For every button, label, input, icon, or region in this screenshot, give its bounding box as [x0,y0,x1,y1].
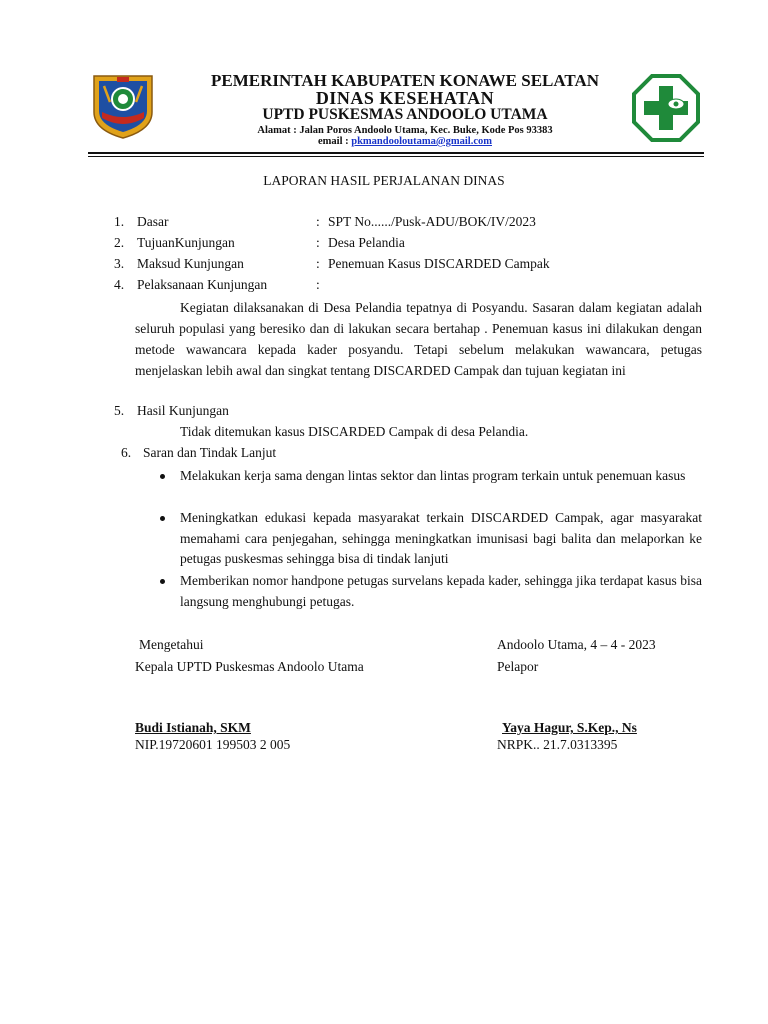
kop-address: Alamat : Jalan Poros Andoolo Utama, Kec. Buke, Kode Pos 93383 [257,125,553,136]
item-2-num: 2. [114,235,125,250]
puskesmas-logo [632,74,700,142]
kop-line-dinas: DINAS KESEHATAN [315,88,495,108]
item-3-label: Maksud Kunjungan [137,256,244,271]
item-6-num: 6. [121,445,132,460]
item-2-colon: : [316,235,320,250]
header-rule-thick [88,152,704,154]
email-link[interactable]: pkmandooloutama@gmail.com [351,136,492,147]
item-6-label: Saran dan Tindak Lanjut [143,445,277,460]
pelaksanaan-paragraph: Kegiatan dilaksanakan di Desa Pelandia tepatnya di Posyandu. Sasaran dalam kegiatan adalah seluruh populasi yang beresiko dan di lakukan secara bertahap . Penemuan kasus ini dilakukan dengan metode wawancara kepada kader posyandu. Tetapi sebelum melakukan wawancara, petugas menjelaskan lebih awal dan singkat tentang DISCARDED Campak dan tujuan kegiatan ini [135,300,702,378]
item-4-colon: : [316,277,320,292]
item-1-label: Dasar [137,214,169,229]
bullet-dot-2 [160,516,165,521]
sign-right-nip: NRPK.. 21.7.0313395 [497,737,618,752]
item-3-colon: : [316,256,320,271]
item-2-label: TujuanKunjungan [137,235,235,250]
item-1-value: SPT No....../Pusk-ADU/BOK/IV/2023 [328,214,536,229]
sign-left-label1: Mengetahui [139,637,204,652]
sign-right-name: Yaya Hagur, S.Kep., Ns [502,720,637,735]
saran-bullet-3: Memberikan nomor handpone petugas survelans kepada kader, sehingga jika terdapat kasus bisa langsung menghubungi petugas. [180,573,702,609]
bullet-dot-1 [160,474,165,479]
kop-line-puskesmas: UPTD PUSKESMAS ANDOOLO UTAMA [262,106,548,123]
item-5-label: Hasil Kunjungan [137,403,229,418]
item-4-label: Pelaksanaan Kunjungan [137,277,268,292]
item-3-num: 3. [114,256,125,271]
regency-emblem-logo [88,72,158,140]
item-2-value: Desa Pelandia [328,235,405,250]
header-rule-thin [88,156,704,157]
sign-left-name: Budi Istianah, SKM [135,720,251,735]
item-4-num: 4. [114,277,125,292]
item-3-value: Penemuan Kasus DISCARDED Campak [328,256,550,271]
saran-bullet-2: Meningkatkan edukasi kepada masyarakat terkain DISCARDED Campak, agar masyarakat memahami cara penjegahan, sehingga meningkatkan imunisasi bagi balita dan melaporkan ke petugas puskesmas sehingga bisa di tindak lanjuti [180,510,702,566]
item-5-num: 5. [114,403,125,418]
sign-left-nip: NIP.19720601 199503 2 005 [135,737,291,752]
bullet-dot-3 [160,579,165,584]
item-1-colon: : [316,214,320,229]
report-title: LAPORAN HASIL PERJALANAN DINAS [263,173,505,188]
kop-line-government: PEMERINTAH KABUPATEN KONAWE SELATAN [210,71,600,90]
kop-email-line [180,136,630,147]
sign-right-label: Pelapor [497,659,539,674]
hasil-text: Tidak ditemukan kasus DISCARDED Campak di desa Pelandia. [180,424,529,439]
item-1-num: 1. [114,214,125,229]
email-label: email : [318,136,352,147]
saran-bullet-1: Melakukan kerja sama dengan lintas sektor dan lintas program terkain untuk penemuan kasus [180,468,686,483]
sign-left-label2: Kepala UPTD Puskesmas Andoolo Utama [135,659,364,674]
sign-right-date: Andoolo Utama, 4 – 4 - 2023 [497,637,656,652]
